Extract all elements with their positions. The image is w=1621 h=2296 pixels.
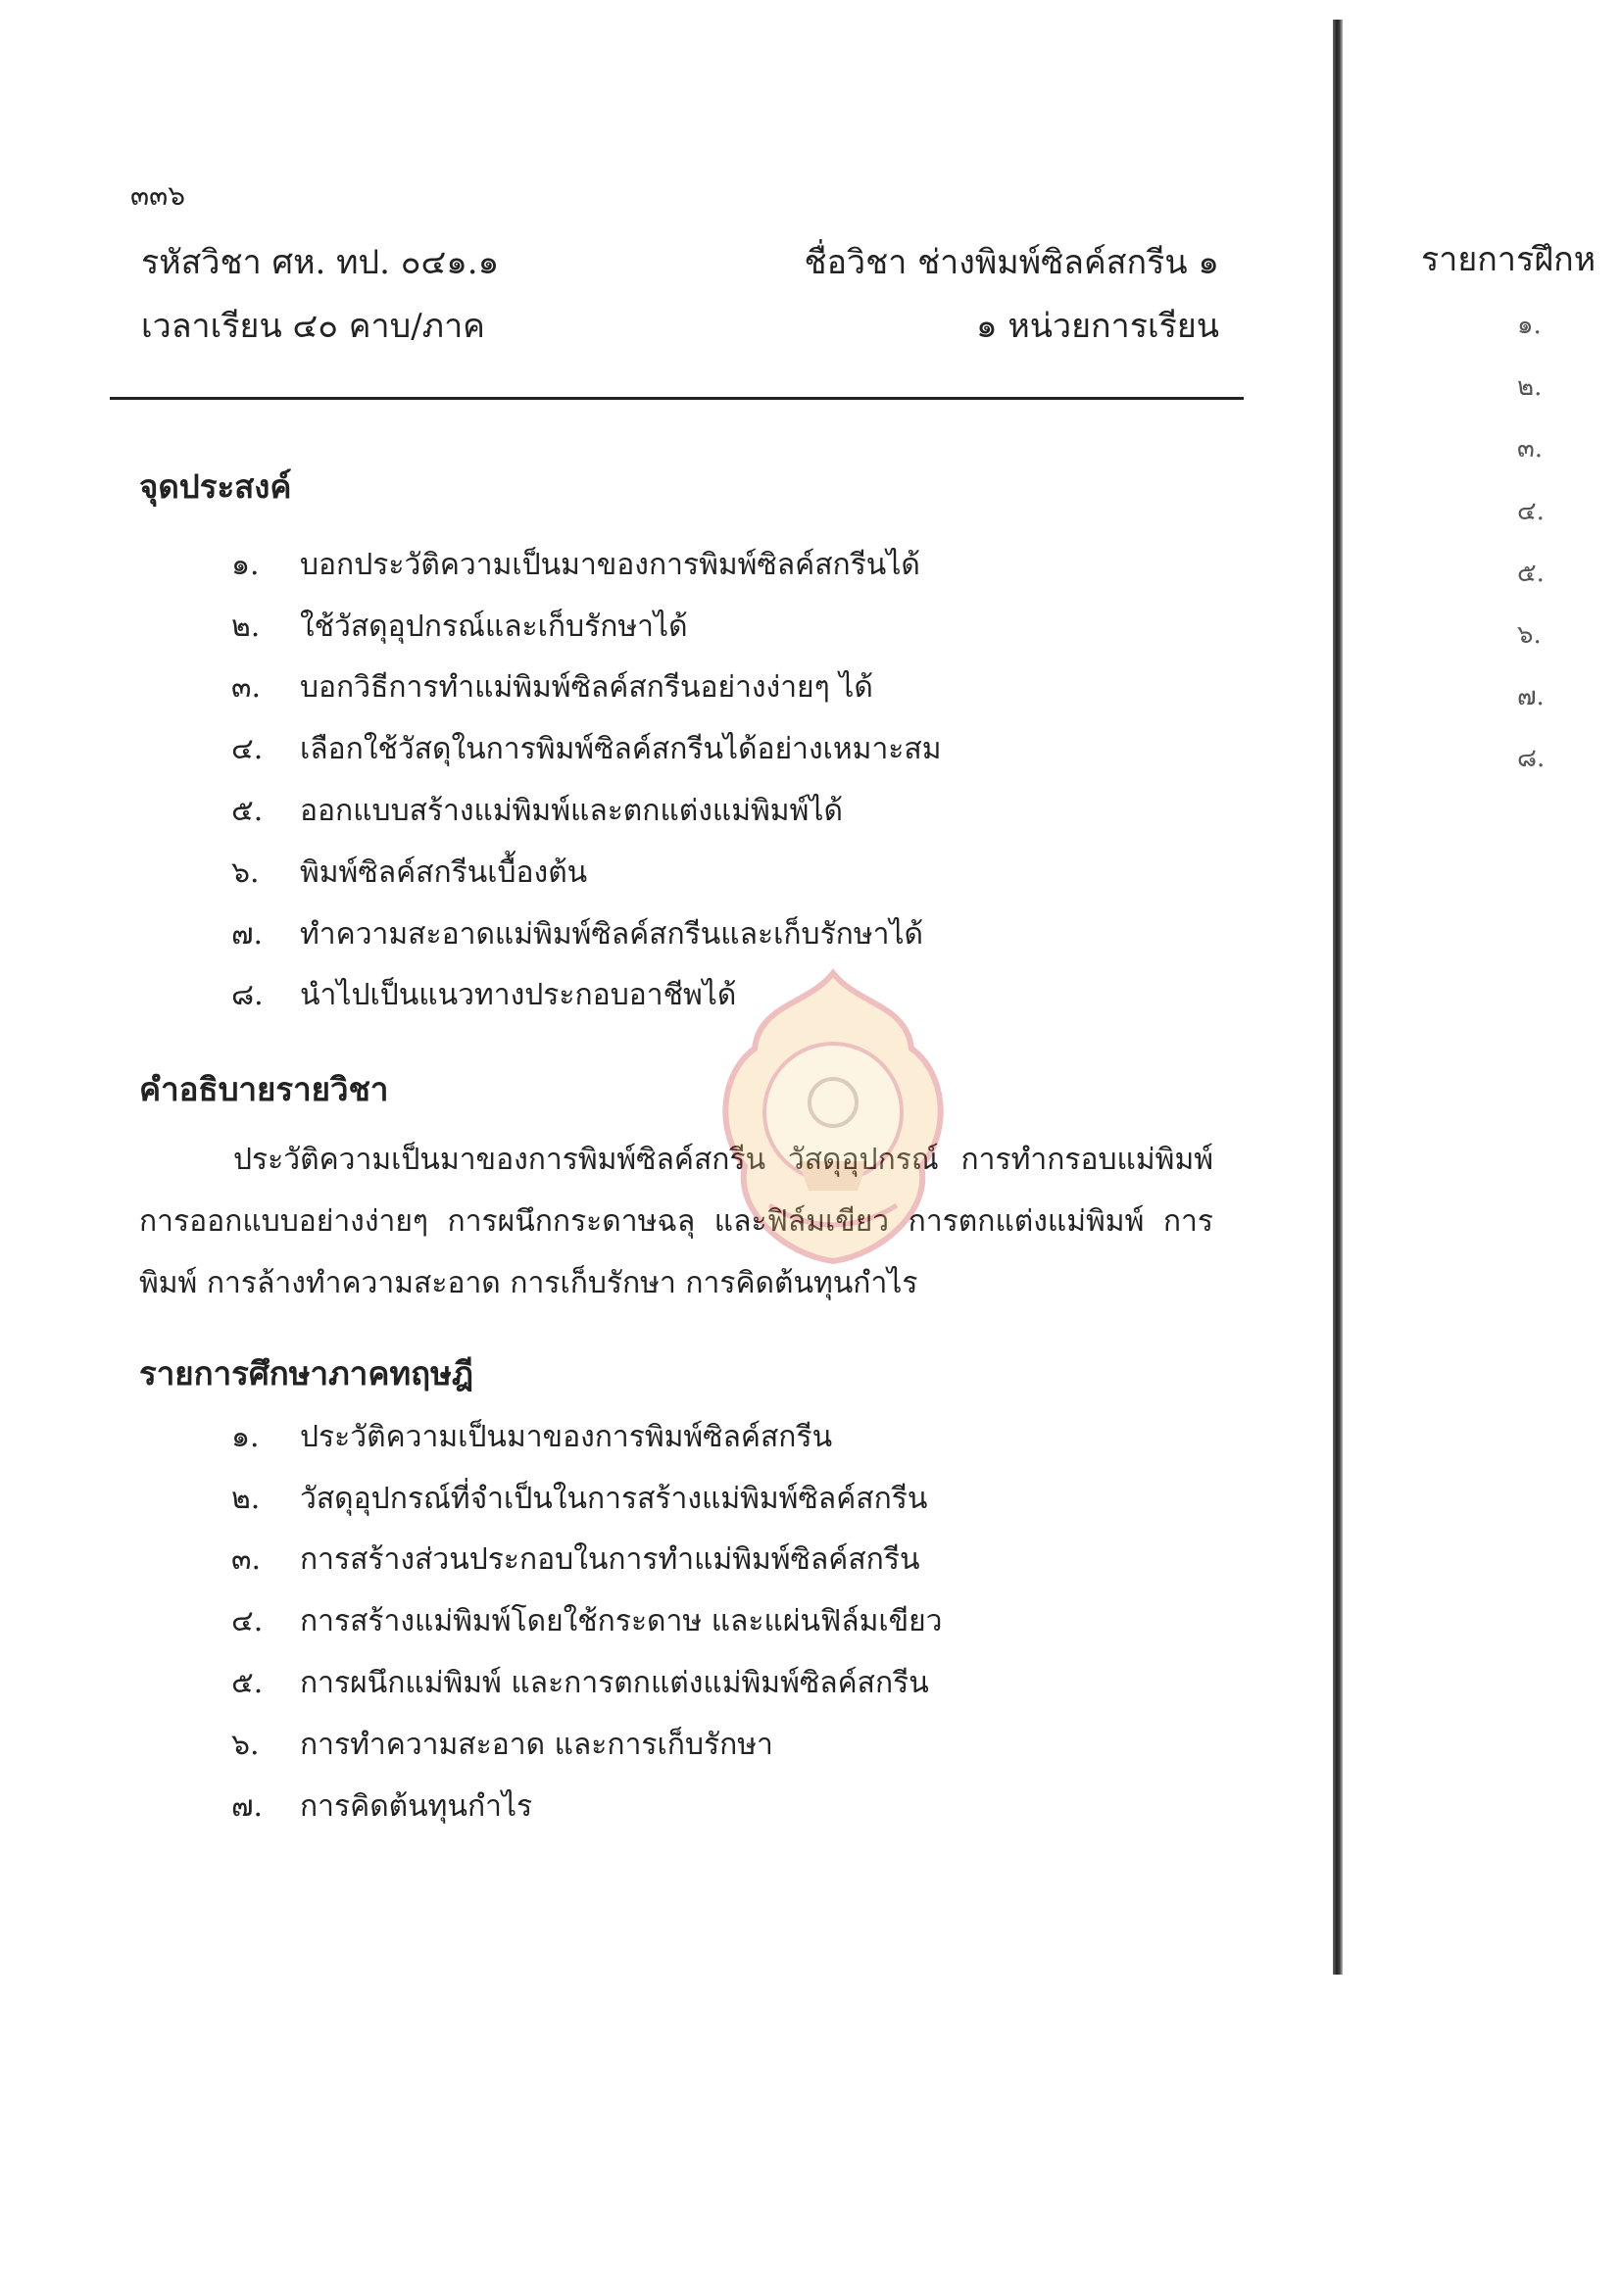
- objectives-list: [231, 534, 942, 1026]
- header-divider: [110, 397, 1244, 400]
- objectives-title: จุดประสงค์: [139, 467, 292, 506]
- list-item: ๔. เลือกใช้วัสดุในการพิมพ์ซิลค์สกรีนได้อย่างเหมาะสม: [231, 732, 942, 767]
- list-item: ๑. บอกประวัติความเป็นมาของการพิมพ์ซิลค์สกรีนได้: [231, 547, 920, 582]
- list-item: ๗. ทำความสะอาดแม่พิมพ์ซิลค์สกรีนและเก็บรักษาได้: [231, 916, 924, 952]
- list-item: ๒. ใช้วัสดุอุปกรณ์และเก็บรักษาได้: [231, 609, 688, 644]
- course-description: ประวัติความเป็นมาของการพิมพ์ซิลค์สกรีน วัสดุอุปกรณ์ การทำกรอบแม่พิมพ์ การออกแบบอย่างง่ายๆ การผนึกกระดาษฉลุ และฟิล์มเขียว การตกแต่งแม่พิมพ์ การพิมพ์ การล้างทำความสะอาด การเก็บรักษา การคิดต้นทุนกำไร: [139, 1143, 1213, 1300]
- list-item: ๓.: [1517, 434, 1544, 464]
- list-item: ๘.: [1517, 744, 1546, 774]
- theory-list: [231, 1406, 943, 1837]
- list-item: ๓. การสร้างส่วนประกอบในการทำแม่พิมพ์ซิลค์สกรีน: [231, 1542, 920, 1578]
- list-item: ๗.: [1517, 682, 1545, 712]
- list-item: ๖. พิมพ์ซิลค์สกรีนเบื้องต้น: [231, 855, 588, 890]
- list-item: ๗. การคิดต้นทุนกำไร: [231, 1788, 533, 1824]
- list-item: ๑. ประวัติความเป็นมาของการพิมพ์ซิลค์สกรีน: [231, 1419, 833, 1454]
- list-item: ๕.: [1517, 558, 1545, 588]
- course-name: ชื่อวิชา ช่างพิมพ์ซิลค์สกรีน ๑: [804, 243, 1219, 282]
- book-spine-shadow: [1333, 20, 1343, 1975]
- list-item: ๔.: [1517, 496, 1545, 526]
- list-item: ๓. บอกวิธีการทำแม่พิมพ์ซิลค์สกรีนอย่างง่ายๆ ได้: [231, 670, 873, 706]
- list-item: ๕. การผนึกแม่พิมพ์ และการตกแต่งแม่พิมพ์ซิลค์สกรีน: [231, 1666, 929, 1701]
- list-item: ๖. การทำความสะอาด และการเก็บรักษา: [231, 1727, 773, 1762]
- page-number: ๓๓๖: [130, 179, 186, 212]
- list-item: ๖.: [1517, 620, 1542, 651]
- list-item: ๔. การสร้างแม่พิมพ์โดยใช้กระดาษ และแผ่นฟิล์มเขียว: [231, 1604, 943, 1639]
- study-time: เวลาเรียน ๔๐ คาบ/ภาค: [141, 307, 485, 346]
- next-page-list: [1517, 294, 1545, 790]
- next-page-title: รายการฝึกห: [1421, 240, 1596, 279]
- description-title: คำอธิบายรายวิชา: [139, 1070, 389, 1108]
- list-item: ๒. วัสดุอุปกรณ์ที่จำเป็นในการสร้างแม่พิมพ์ซิลค์สกรีน: [231, 1481, 928, 1516]
- list-item: ๘. นำไปเป็นแนวทางประกอบอาชีพได้: [231, 978, 737, 1013]
- list-item: ๑.: [1517, 311, 1542, 341]
- list-item: ๒.: [1517, 372, 1543, 403]
- list-item: ๕. ออกแบบสร้างแม่พิมพ์และตกแต่งแม่พิมพ์ได้: [231, 794, 843, 829]
- theory-title: รายการศึกษาภาคทฤษฎี: [139, 1354, 474, 1392]
- course-code: รหัสวิชา ศห. ทป. ๐๔๑.๑: [141, 243, 500, 282]
- credit-units: ๑ หน่วยการเรียน: [975, 307, 1219, 346]
